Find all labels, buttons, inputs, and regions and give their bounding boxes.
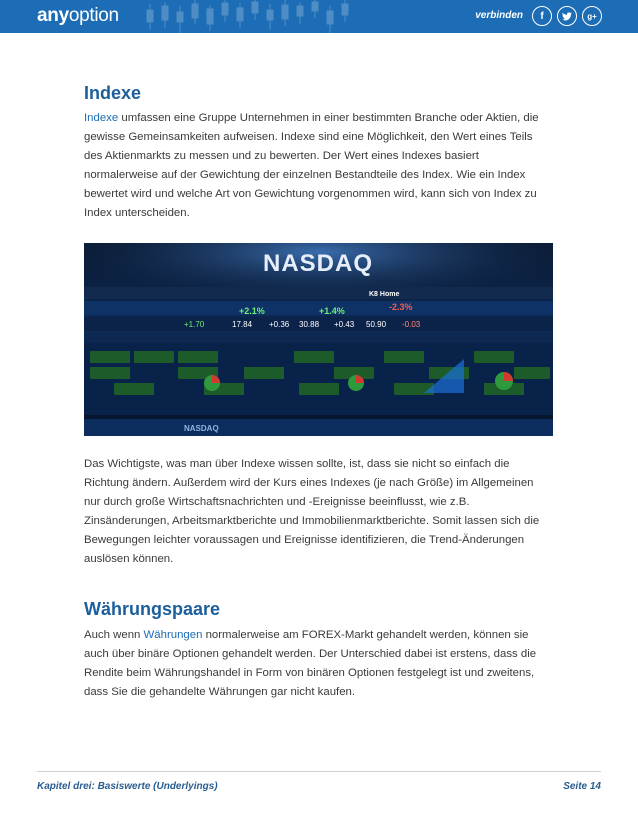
nasdaq-sign-text: NASDAQ — [262, 250, 374, 277]
ticker-value-8: 50.90 — [366, 320, 387, 329]
ticker-value-1: +2.1% — [239, 306, 265, 316]
nasdaq-photo-illustration — [84, 243, 553, 436]
ticker-value-3: -2.3% — [389, 302, 413, 312]
footer-chapter-label: Kapitel drei: Basiswerte (Underlyings) — [37, 781, 218, 792]
ticker-value-2: +1.4% — [319, 306, 345, 316]
section-title-waehrungspaare: Währungspaare — [84, 599, 221, 619]
ticker-value-6: 30.88 — [299, 320, 320, 329]
waehrungspaare-text-before: Auch wenn — [84, 629, 144, 641]
indexe-intro-paragraph — [84, 109, 552, 223]
indexe-link[interactable]: Indexe — [84, 112, 119, 124]
waehrungen-link[interactable]: Währungen — [143, 629, 203, 641]
waehrungspaare-text-after: normalerweise am FOREX-Markt gehandelt werden, können sie auch über binäre Optionen gehandelt werden. Der Unterschied dabei ist erstens, dass die Rendite beim Währungshandel in Form von binären Optionen festgelegt ist und zweitens, dass Sie die gehandelte Währungen gar nicht kaufen. — [84, 629, 537, 698]
twitter-icon[interactable] — [557, 6, 577, 26]
indexe-intro-text: umfassen eine Gruppe Unternehmen in einer bestimmten Branche oder Aktien, die gewisse Gemeinsamkeiten aufweisen. Indexe sind eine Möglichkeit, den Wert eines Teils des Aktienmarkts zu messen und zu bewerten. Der Wert eines Indexes basiert normalerweise auf der Gewichtung der einzelnen Bestandteile des Index. Wie ein Index bewertet wird und welche Art von Gewichtung vorgenommen wird, kann sich von Index zu Index unterscheiden. — [84, 112, 539, 219]
section-title-indexe: Indexe — [84, 83, 142, 103]
connect-label: verbinden — [475, 10, 523, 21]
tile-label-nasdaq: NASDAQ — [184, 424, 219, 433]
ticker-value-7: +0.43 — [334, 320, 355, 329]
twitter-bird-glyph — [562, 12, 572, 21]
footer-page-number: Seite 14 — [563, 781, 601, 792]
ticker-value-4: 17.84 — [232, 320, 253, 329]
anyoption-logo[interactable]: anyoption — [37, 5, 119, 26]
indexe-body-paragraph: Das Wichtigste, was man über Indexe wissen sollte, ist, dass sie nicht so einfach die Richtung ändern. Außerdem wird der Kurs eines Indexes (je nach Größe) im Allgemeinen nur durch große Wirtschaftsnachrichten und -Ereignisse beeinflusst, wie z.B. Zinsänderungen, Arbeitsmarktberichte und Immobilienmarktberichte. Somit lassen sich die Bewegungen leichter voraussagen und Ereignisse identifizieren, die Trend-Änderungen auslösen können. — [84, 458, 540, 565]
facebook-icon[interactable]: f — [532, 6, 552, 26]
ticker-value-9: -0.03 — [402, 320, 421, 329]
ticker-value-10: +1.70 — [184, 320, 205, 329]
footer-divider — [37, 771, 601, 772]
top-header-bar — [0, 0, 638, 33]
google-plus-icon[interactable]: g+ — [582, 6, 602, 26]
ticker-tile-label-1: K8 Home — [369, 291, 400, 298]
waehrungspaare-paragraph — [84, 626, 552, 702]
nasdaq-photo — [84, 243, 553, 436]
ticker-value-5: +0.36 — [269, 320, 290, 329]
